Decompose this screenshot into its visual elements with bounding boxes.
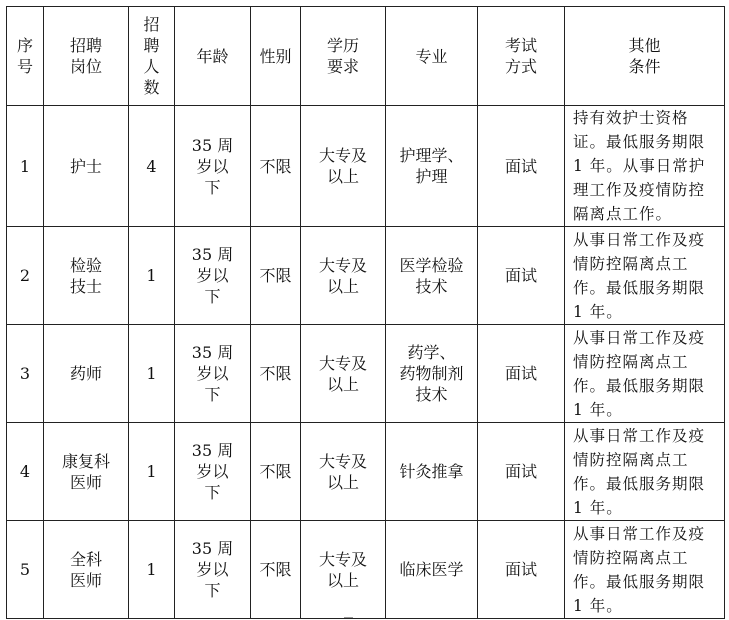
cell-position: 检验 技士 (44, 227, 129, 325)
cell-no: 5 (7, 521, 44, 619)
cell-no: 4 (7, 423, 44, 521)
cell-age: 35 周 岁以 下 (175, 423, 251, 521)
cell-age: 35 周 岁以 下 (175, 325, 251, 423)
cell-exam: 面试 (478, 521, 565, 619)
cell-other: 从事日常工作及疫情防控隔离点工作。最低服务期限 1 年。 (565, 423, 725, 521)
table-row (7, 106, 725, 227)
header-gender: 性别 (251, 7, 301, 106)
cell-age: 35 周 岁以 下 (175, 521, 251, 619)
header-exam: 考试 方式 (478, 7, 565, 106)
cell-count: 1 (129, 521, 175, 619)
cell-age: 35 周 岁以 下 (175, 227, 251, 325)
cell-gender: 不限 (251, 106, 301, 227)
table-header-row (7, 7, 725, 106)
cell-major: 临床医学 (386, 521, 478, 619)
header-education: 学历 要求 (301, 7, 386, 106)
cell-major: 医学检验 技术 (386, 227, 478, 325)
cell-count: 1 (129, 423, 175, 521)
cell-no: 3 (7, 325, 44, 423)
cell-exam: 面试 (478, 423, 565, 521)
cell-education: 大专及 以上 (301, 521, 386, 619)
cell-major: 针灸推拿 (386, 423, 478, 521)
cell-exam: 面试 (478, 106, 565, 227)
cell-gender: 不限 (251, 227, 301, 325)
cell-position: 护士 (44, 106, 129, 227)
cell-position: 药师 (44, 325, 129, 423)
cell-major: 护理学、 护理 (386, 106, 478, 227)
cell-count: 4 (129, 106, 175, 227)
bottom-divider (344, 617, 353, 618)
cell-exam: 面试 (478, 325, 565, 423)
header-count: 招 聘 人 数 (129, 7, 175, 106)
cell-age: 35 周 岁以 下 (175, 106, 251, 227)
table-row (7, 227, 725, 325)
table-row (7, 423, 725, 521)
cell-gender: 不限 (251, 521, 301, 619)
cell-no: 2 (7, 227, 44, 325)
header-major: 专业 (386, 7, 478, 106)
cell-count: 1 (129, 227, 175, 325)
cell-count: 1 (129, 325, 175, 423)
header-position: 招聘 岗位 (44, 7, 129, 106)
cell-other: 从事日常工作及疫情防控隔离点工作。最低服务期限 1 年。 (565, 325, 725, 423)
cell-other: 从事日常工作及疫情防控隔离点工作。最低服务期限 1 年。 (565, 227, 725, 325)
cell-gender: 不限 (251, 325, 301, 423)
cell-education: 大专及 以上 (301, 106, 386, 227)
cell-position: 全科 医师 (44, 521, 129, 619)
header-no: 序 号 (7, 7, 44, 106)
cell-exam: 面试 (478, 227, 565, 325)
cell-gender: 不限 (251, 423, 301, 521)
cell-education: 大专及 以上 (301, 227, 386, 325)
cell-other: 持有效护士资格证。最低服务期限 1 年。从事日常护理工作及疫情防控隔离点工作。 (565, 106, 725, 227)
recruitment-table (6, 6, 725, 619)
table-row (7, 325, 725, 423)
cell-position: 康复科 医师 (44, 423, 129, 521)
header-other: 其他 条件 (565, 7, 725, 106)
cell-education: 大专及 以上 (301, 423, 386, 521)
table-row (7, 521, 725, 619)
cell-other: 从事日常工作及疫情防控隔离点工作。最低服务期限 1 年。 (565, 521, 725, 619)
cell-education: 大专及 以上 (301, 325, 386, 423)
header-age: 年龄 (175, 7, 251, 106)
cell-major: 药学、 药物制剂 技术 (386, 325, 478, 423)
cell-no: 1 (7, 106, 44, 227)
